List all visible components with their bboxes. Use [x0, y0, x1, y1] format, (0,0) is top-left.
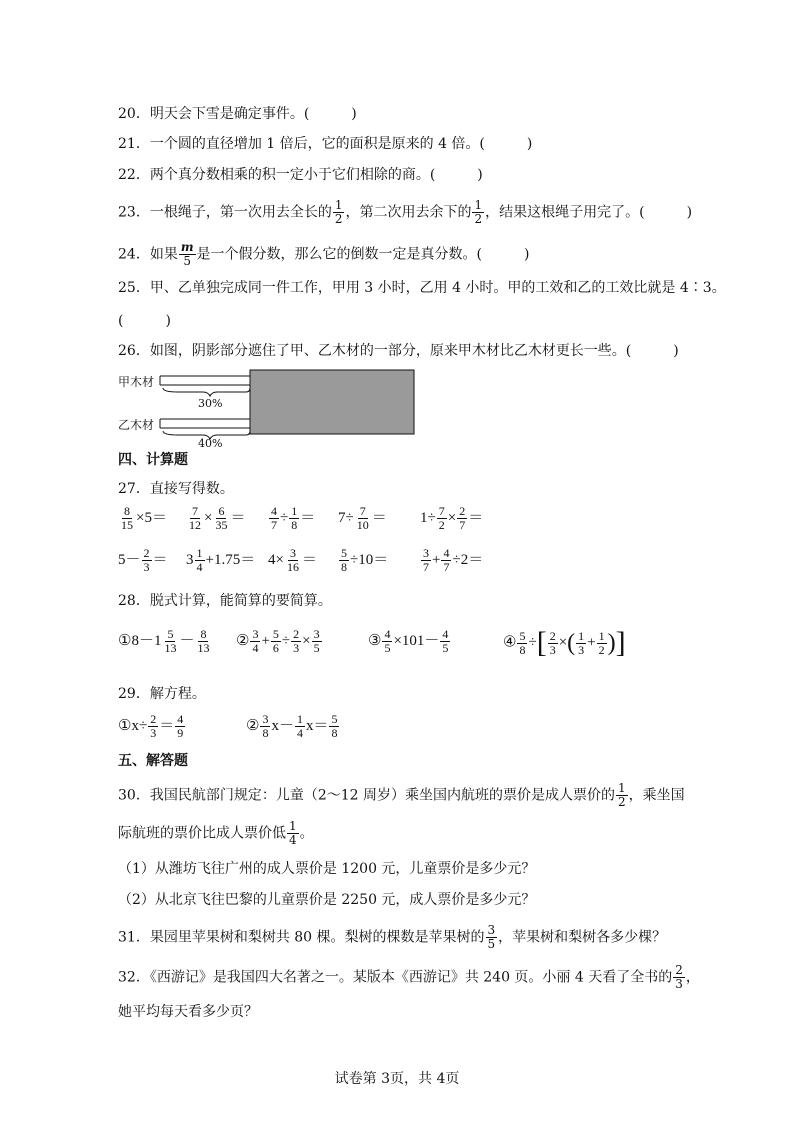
- calc-item: ①8－1 $\frac{5}{13}$ － $\frac{8}{13}$: [118, 627, 210, 655]
- calc-item: ③ $\frac{4}{5}$ ×101－ $\frac{4}{5}$: [368, 627, 449, 655]
- q27-title: 27．直接写得数。: [118, 481, 234, 497]
- q23-text-b: ，第二次用去余下的: [345, 204, 472, 221]
- q21: 21．一个圆的直径增加 1 倍后，它的面积是原来的 4 倍。( ): [118, 136, 533, 152]
- label-yi: 乙木材: [118, 418, 155, 432]
- q31: 31．果园里苹果树和梨树共 80 棵。梨树的棵数是苹果树的 $\frac{3}{5}$ ，苹果树和梨树各多少棵？: [118, 923, 667, 951]
- calc-item: $\frac{8}{15}$ ×5＝: [121, 504, 167, 532]
- calc-item: $\frac{7}{12}$ × $\frac{6}{35}$ ＝: [189, 504, 246, 532]
- fraction: $\frac{1}{2}$: [334, 198, 343, 226]
- q28-title: 28．脱式计算，能简算的要简算。: [118, 593, 332, 609]
- q23: [118, 199, 692, 226]
- q24-text-a: 24．如果: [118, 246, 178, 263]
- fraction: $\frac{1}{4}$: [289, 819, 297, 847]
- q24-text-b: 是一个假分数，那么它的倒数一定是真分数。( ): [196, 246, 530, 263]
- q20: 20．明天会下雪是确定事件。( ): [118, 106, 357, 122]
- pct-yi: 40%: [198, 437, 223, 448]
- calc-item: $\frac{5}{8}$ ÷10＝: [341, 546, 389, 574]
- fraction: $\frac{3}{5}$: [487, 923, 496, 951]
- calc-item: $\frac{3}{7}$ + $\frac{4}{7}$ ÷2＝: [423, 546, 484, 574]
- calc-item: ② $\frac{3}{4}$ + $\frac{5}{6}$ ÷ $\frac{2}{3}$ × $\frac{3}{5}$: [236, 627, 320, 655]
- pct-jia: 30%: [198, 397, 223, 410]
- calc-item: 3 $\frac{1}{4}$ +1.75＝: [186, 546, 256, 574]
- q32-line1: 32．《西游记》是我国四大名著之一。某版本《西游记》共 240 页。小丽 4 天看了全书的 $\frac{2}{3}$ ，: [118, 963, 700, 991]
- q22: 22．两个真分数相乘的积一定小于它们相除的商。( ): [118, 167, 483, 183]
- fraction: $\frac{1}{2}$: [617, 781, 626, 809]
- q24: [118, 241, 529, 268]
- q25-line1: 25．甲、乙单独完成同一件工作，甲用 3 小时，乙用 4 小时。甲的工效和乙的工效比就是 4∶3。: [118, 280, 726, 296]
- q32-line2: 她平均每天看多少页？: [118, 1004, 258, 1020]
- calc-item: 5－ $\frac{2}{3}$ ＝: [118, 546, 168, 574]
- wood-diagram: [118, 368, 418, 448]
- fraction: $\frac{1}{2}$: [474, 198, 483, 226]
- label-jia: 甲木材: [118, 375, 155, 389]
- section-5-heading: 五、解答题: [118, 753, 188, 769]
- calc-item: ④ $\frac{5}{8}$ ÷[ $\frac{2}{3}$ ×( $\frac{1}{3}$ + $\frac{1}{2}$ )]: [503, 626, 626, 659]
- fraction: $\frac{2}{3}$: [675, 963, 683, 991]
- wood-figure: [118, 368, 418, 452]
- q30-line2: 际航班的票价比成人票价低 $\frac{1}{4}$ 。: [118, 819, 314, 847]
- q30-sub2: （2）从北京飞往巴黎的儿童票价是 2250 元，成人票价是多少元？: [118, 892, 536, 908]
- calc-item: 4× $\frac{3}{16}$ ＝: [268, 546, 317, 574]
- section-4-heading: 四、计算题: [118, 452, 188, 468]
- q23-text-a: 23．一根绳子，第一次用去全长的: [118, 204, 332, 221]
- q23-text-c: ，结果这根绳子用完了。( ): [485, 204, 693, 221]
- q30-sub1: （1）从潍坊飞往广州的成人票价是 1200 元，儿童票价是多少元？: [118, 861, 536, 877]
- q29-title: 29．解方程。: [118, 686, 206, 702]
- equation-item: ①x÷ $\frac{2}{3}$ ＝ $\frac{4}{9}$: [118, 712, 184, 740]
- equation-item: ② $\frac{3}{8}$ x－ $\frac{1}{4}$ x＝ $\frac{5}{8}$: [246, 712, 338, 740]
- q30-line1: 30．我国民航部门规定：儿童（2～12 周岁）乘坐国内航班的票价是成人票价的 $\frac{1}{2}$ ，乘坐国: [118, 781, 685, 809]
- shaded-cover: [250, 370, 414, 434]
- page-footer: 试卷第 3页，共 4页: [334, 1071, 460, 1087]
- calc-item: 7÷ $\frac{7}{10}$ ＝: [338, 504, 387, 532]
- fraction: $\frac{m}{5}$: [180, 240, 194, 268]
- calc-item: 1÷ $\frac{7}{2}$ × $\frac{2}{7}$ ＝: [420, 504, 484, 532]
- q25-line2: ( ): [118, 313, 171, 329]
- q26: 26．如图，阴影部分遮住了甲、乙木材的一部分，原来甲木材比乙木材更长一些。( ): [118, 343, 679, 359]
- calc-item: $\frac{4}{7}$ ÷ $\frac{1}{8}$ ＝: [271, 504, 316, 532]
